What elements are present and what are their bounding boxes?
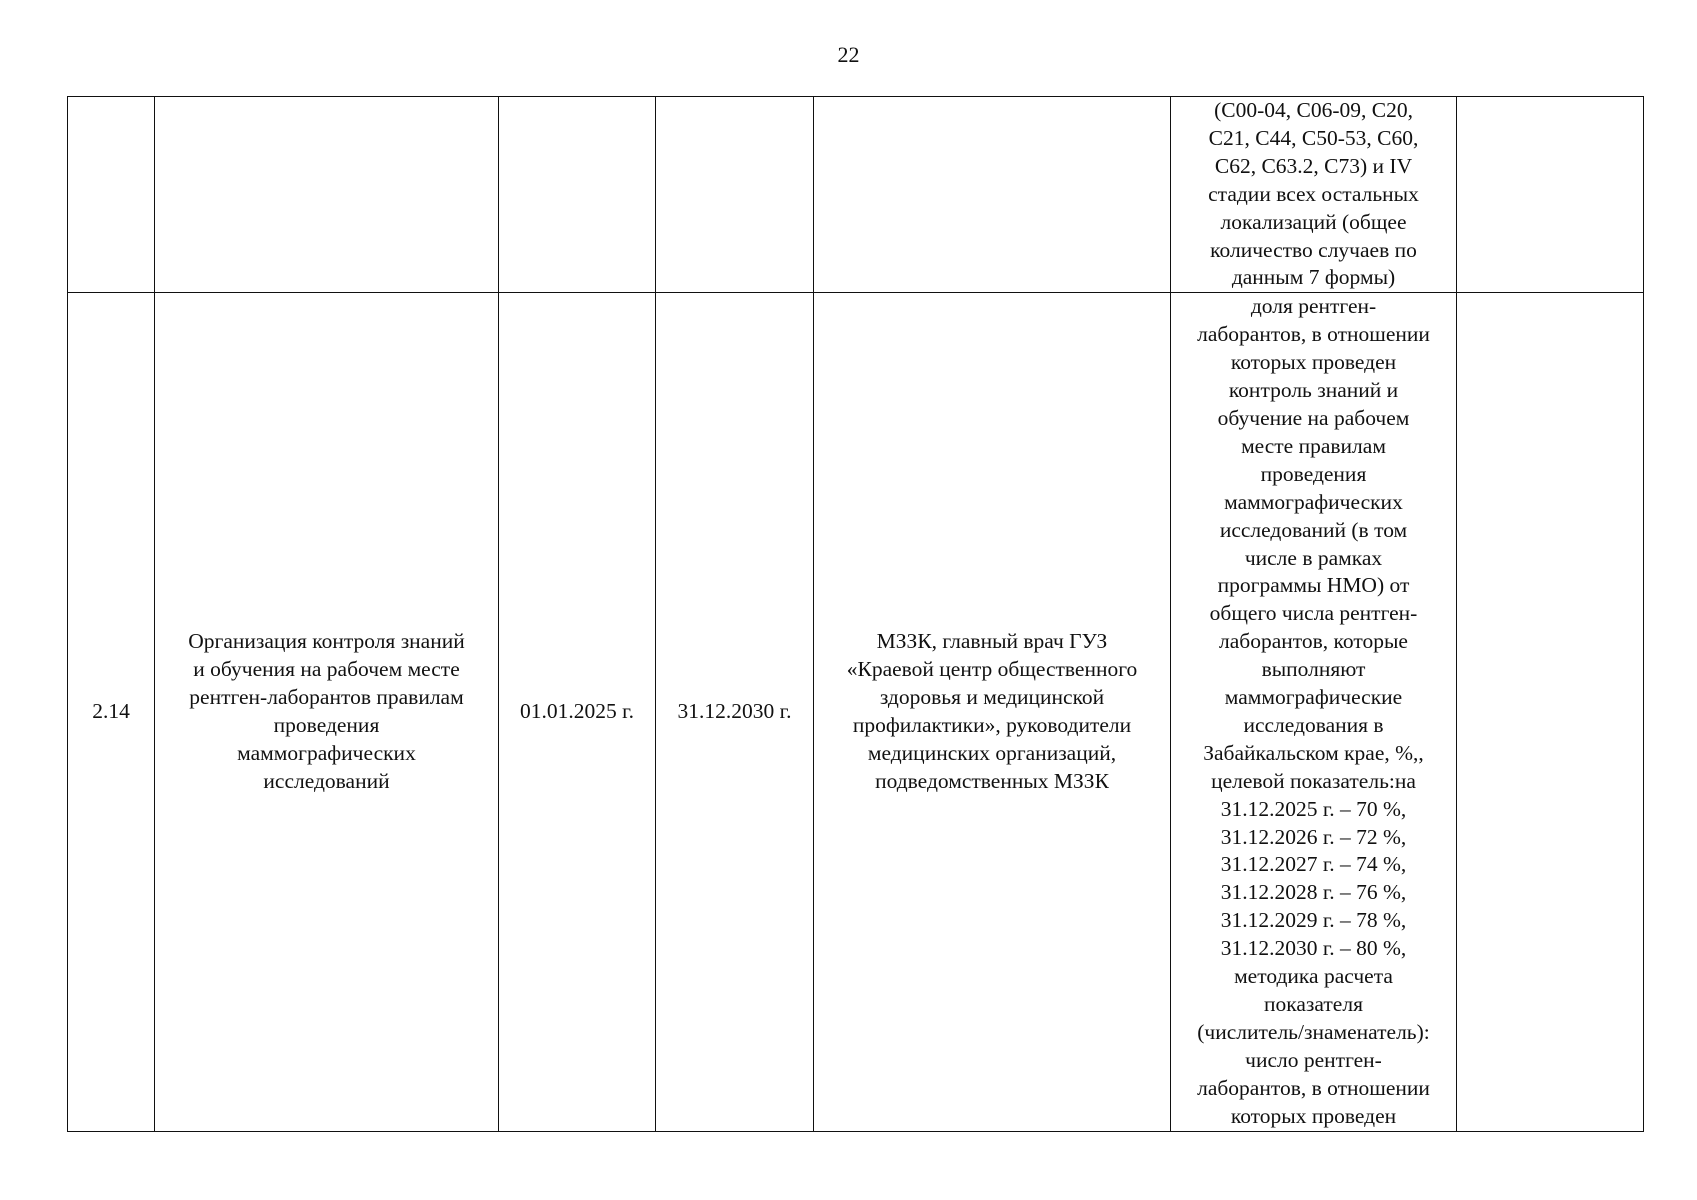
cell-end-date: 31.12.2030 г.	[656, 293, 814, 1131]
cell-number: 2.14	[68, 293, 155, 1131]
table-row-continued	[68, 97, 1644, 293]
cell-note	[1457, 97, 1644, 293]
indicator-line: 31.12.2026 г. – 72 %,	[1220, 824, 1407, 849]
indicator-line: количество случаев по	[1210, 237, 1417, 262]
indicator-line: стадии всех остальных	[1208, 181, 1419, 206]
indicator-line: маммографические	[1224, 685, 1403, 710]
indicator-line: лаборантов, которые	[1219, 629, 1408, 654]
indicator-line: локализаций (общее	[1220, 209, 1407, 234]
indicator-line: месте правилам	[1241, 433, 1386, 458]
cell-note	[1457, 293, 1644, 1131]
responsible-line: МЗЗК, главный врач ГУЗ	[876, 629, 1108, 654]
indicator-line: лаборантов, в отношении	[1197, 1075, 1430, 1100]
cell-start-date: 01.01.2025 г.	[499, 293, 656, 1131]
indicator-line: проведения	[1260, 461, 1367, 486]
activities-table	[67, 96, 1644, 1132]
responsible-line: профилактики», руководители	[852, 712, 1132, 737]
indicator-line: 31.12.2030 г. – 80 %,	[1220, 936, 1407, 961]
cell-indicator	[1171, 293, 1457, 1131]
cell-indicator	[1171, 97, 1457, 293]
cell-end-date	[656, 97, 814, 293]
indicator-line: 31.12.2027 г. – 74 %,	[1220, 852, 1407, 877]
indicator-line: 31.12.2025 г. – 70 %,	[1220, 796, 1407, 821]
indicator-line: исследований (в том	[1219, 517, 1408, 542]
responsible-line: здоровья и медицинской	[879, 685, 1105, 710]
indicator-line: которых проведен	[1230, 1103, 1397, 1128]
indicator-line: показателя	[1264, 992, 1363, 1016]
page-number: 22	[837, 42, 860, 67]
event-line: исследований	[263, 768, 390, 793]
event-line: Организация контроля знаний	[188, 629, 465, 654]
indicator-line: (С00-04, С06-09, С20,	[1214, 98, 1413, 122]
indicator-line: числе в рамках	[1244, 545, 1383, 570]
cell-responsible	[814, 293, 1171, 1131]
indicator-line: исследования в	[1243, 712, 1384, 737]
cell-event	[155, 97, 499, 293]
event-line: маммографических	[237, 740, 416, 765]
event-line: проведения	[273, 712, 380, 737]
indicator-line: доля рентген-	[1250, 294, 1377, 319]
indicator-line: общего числа рентген-	[1209, 601, 1418, 626]
responsible-line: медицинских организаций,	[867, 740, 1117, 765]
indicator-line: маммографических	[1224, 489, 1403, 514]
indicator-line: 31.12.2029 г. – 78 %,	[1220, 908, 1407, 933]
indicator-line: Забайкальском крае, %,,	[1203, 740, 1424, 765]
indicator-line: С62, С63.2, С73) и IV	[1214, 153, 1413, 178]
indicator-line: обучение на рабочем	[1217, 405, 1410, 430]
indicator-line: контроль знаний и	[1228, 378, 1399, 403]
indicator-line: выполняют	[1261, 657, 1366, 682]
indicator-line: данным 7 формы)	[1231, 265, 1396, 290]
event-line: и обучения на рабочем месте	[193, 657, 460, 682]
indicator-line: С21, С44, С50-53, С60,	[1208, 125, 1419, 150]
cell-responsible	[814, 97, 1171, 293]
cell-number	[68, 97, 155, 293]
responsible-line: подведомственных МЗЗК	[875, 768, 1109, 793]
cell-event	[155, 293, 499, 1131]
indicator-line: 31.12.2028 г. – 76 %,	[1220, 880, 1407, 905]
responsible-line: «Краевой центр общественного	[846, 657, 1138, 682]
indicator-line: программы НМО) от	[1217, 573, 1410, 598]
event-line: рентген-лаборантов правилам	[189, 685, 464, 710]
indicator-line: (числитель/знаменатель):	[1197, 1019, 1430, 1044]
indicator-line: которых проведен	[1230, 350, 1397, 375]
indicator-line: лаборантов, в отношении	[1197, 322, 1430, 347]
indicator-line: методика расчета	[1234, 964, 1393, 989]
cell-start-date	[499, 97, 656, 293]
table-row-2-14	[68, 293, 1644, 1131]
indicator-line: целевой показатель:на	[1211, 768, 1416, 793]
indicator-line: число рентген-	[1245, 1047, 1382, 1072]
